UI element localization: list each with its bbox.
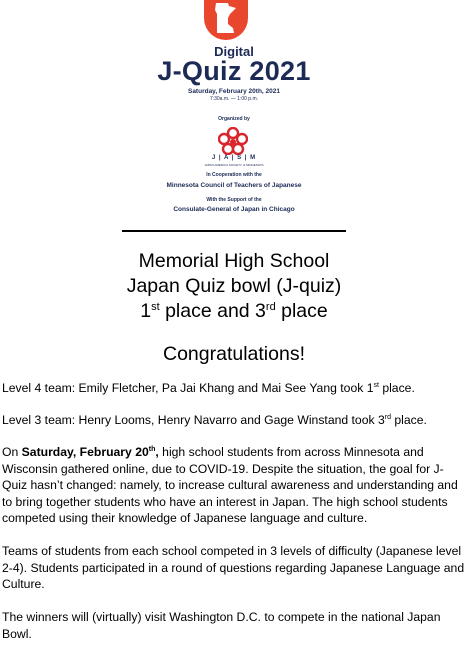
school-name: Memorial High School — [138, 250, 330, 272]
event-name: Japan Quiz bowl (J-quiz) — [126, 275, 342, 297]
event-comma: , — [155, 445, 159, 459]
place-first: 1 — [140, 300, 152, 322]
teams-text: Teams of students from each school competed in 3 levels of difficulty (Japanese level 2-4). Students participated in a round of questions regarding Japanese Language and Culture. — [2, 544, 465, 592]
minnesota-state-icon — [214, 2, 238, 34]
teams-paragraph — [2, 543, 466, 593]
event-date: Saturday, February 20 — [21, 445, 149, 459]
council-name: Minnesota Council of Teachers of Japanese — [166, 182, 302, 189]
header-divider — [122, 230, 346, 232]
level3-end: place. — [390, 413, 427, 427]
flyer-digital-label: Digital — [214, 44, 254, 59]
flyer-date: Saturday, February 20th, 2021 — [187, 88, 280, 95]
level3-paragraph — [2, 412, 466, 429]
jasm-logo-text: J | A | S | M — [211, 155, 257, 161]
place-middle: place and 3 — [159, 300, 266, 322]
support-label: With the Support of the — [206, 197, 262, 203]
event-date-suffix: th — [148, 446, 156, 453]
level4-paragraph — [2, 380, 466, 397]
consulate-name: Consulate-General of Japan in Chicago — [173, 206, 295, 213]
winners-paragraph — [2, 609, 466, 642]
event-paragraph — [2, 444, 466, 527]
level3-text: Level 3 team: Henry Looms, Henry Navarro and Gage Winstand took 3 — [2, 413, 385, 427]
jasm-logo-subtext: JAPAN AMERICA SOCIETY of MINNESOTA — [204, 163, 264, 167]
place-third-suffix: rd — [265, 301, 276, 313]
cooperation-label: In Cooperation with the — [206, 172, 262, 178]
event-description: high school students from across Minnesota and Wisconsin gathered online, due to COVID-19. Despite the situation, the goal for J-Quiz hasn’t changed: namely, to increase cultural awareness and understanding and to bring together students who have an interest in Japan. The high school students competed using their knowledge of Japanese language and culture. — [2, 445, 458, 526]
level4-text: Level 4 team: Emily Fletcher, Pa Jai Khang and Mai See Yang took 1 — [2, 381, 374, 395]
level3-suffix: rd — [384, 414, 391, 421]
page-heading — [0, 249, 468, 324]
cherry-blossom-icon — [218, 127, 248, 155]
level4-suffix: st — [373, 382, 379, 389]
minnesota-logo-badge — [204, 0, 248, 40]
winners-text: The winners will (virtually) visit Washington D.C. to compete in the national Japan Bowl. — [2, 610, 441, 641]
flyer-header — [0, 0, 468, 236]
place-first-suffix: st — [151, 301, 160, 313]
level4-end: place. — [378, 381, 415, 395]
organized-by-label: Organized by — [218, 116, 250, 122]
flyer-title: J-Quiz 2021 — [157, 56, 311, 86]
place-end: place — [275, 300, 328, 322]
event-on: On — [2, 445, 22, 459]
placement-line — [0, 299, 468, 324]
congratulations-heading: Congratulations! — [162, 343, 305, 365]
flyer-time: 7:30a.m. — 1:00 p.m. — [209, 96, 259, 102]
